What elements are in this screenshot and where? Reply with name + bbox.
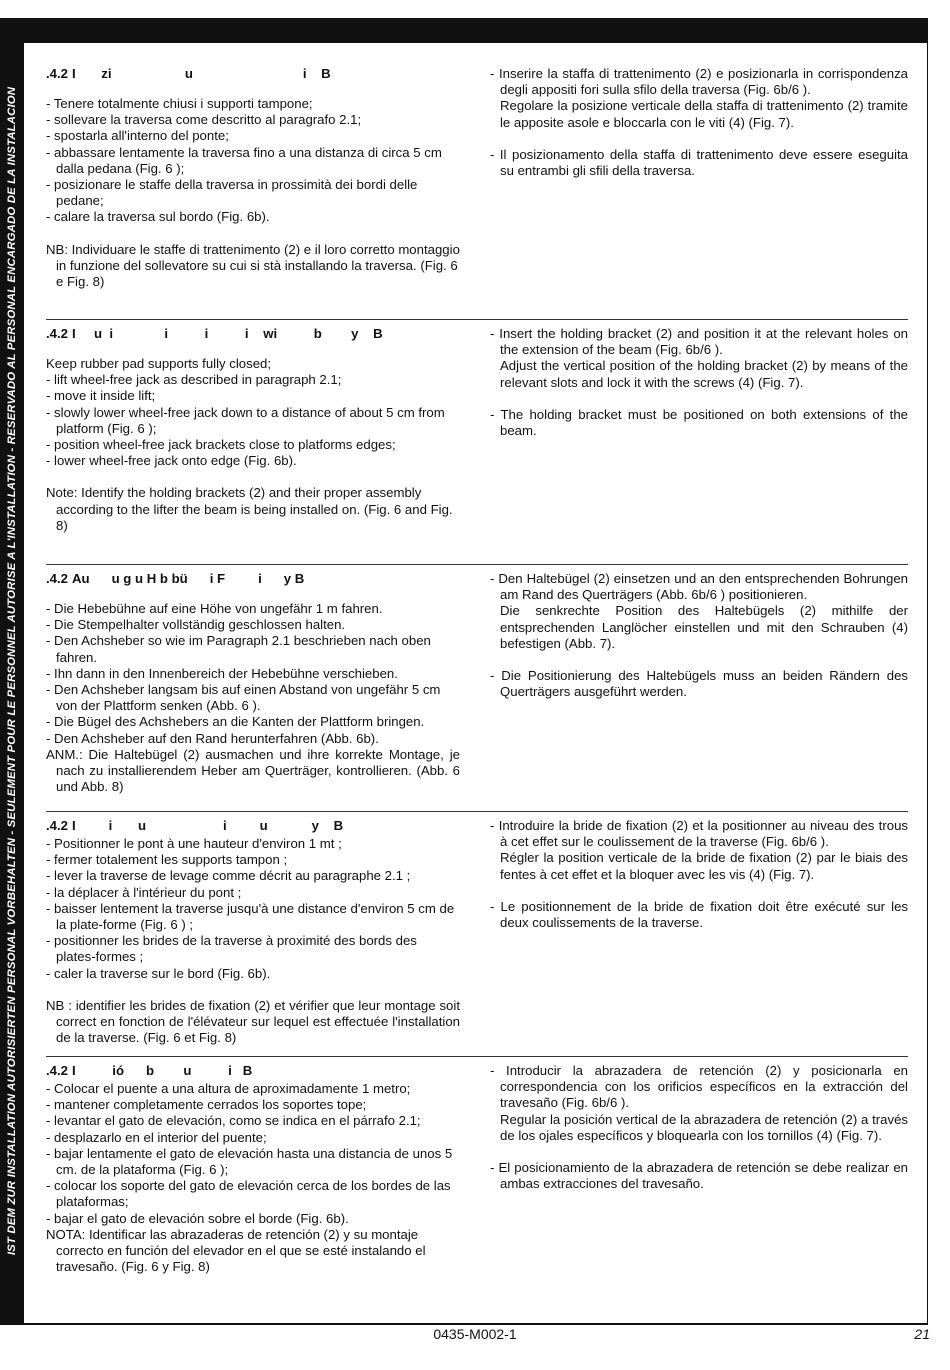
instruction-step: - calare la traversa sul bordo (Fig. 6b). xyxy=(46,209,270,225)
section-heading: .4.2 Au u g u H b bü i F i y B xyxy=(46,571,305,586)
instruction-step: - Den Achsheber langsam bis auf einen Abstand von ungefähr 5 cm von der Plattform senken (Abb. 6 ). xyxy=(46,682,441,714)
instruction-step: - Den Achsheber so wie im Paragraph 2.1 beschrieben nach oben fahren. xyxy=(46,633,431,665)
instruction-step: - Den Achsheber auf den Rand herunterfahren (Abb. 6b). xyxy=(46,730,379,746)
instruction-paragraph: Die senkrechte Position des Haltebügels (2) mithilfe der entsprechenden Langlöcher einstellen und mit den Schrauben (4) befestigen (Abb. 7). xyxy=(500,603,908,651)
section-left-column xyxy=(46,326,460,534)
instruction-paragraph: - Introducir la abrazadera de retención (2) y posicionarla en correspondencia con los orificios específicos en la extracción del travesaño (Fig. 6b/6 ). xyxy=(490,1063,908,1111)
section-italian xyxy=(46,60,908,315)
section-note: Note: Identify the holding brackets (2) and their proper assembly according to the lifter the beam is being installed on. (Fig. 6 and Fig. 8) xyxy=(46,485,453,533)
instruction-step: - lift wheel-free jack as described in paragraph 2.1; xyxy=(46,372,342,388)
instruction-step: - bajar lentamente el gato de elevación hasta una distancia de unos 5 cm. de la plataforma (Fig. 6 ); xyxy=(46,1145,453,1178)
page-number: 21 xyxy=(914,1326,930,1342)
instruction-step: - la déplacer à l'intérieur du pont ; xyxy=(46,884,242,900)
instruction-paragraph: Regular la posición vertical de la abrazadera de retención (2) a través de los ojales específicos y bloquearla con los tornillos (4) (Fig. 7). xyxy=(500,1111,908,1143)
instruction-paragraph: - Insert the holding bracket (2) and position it at the relevant holes on the extension of the beam (Fig. 6b/6 ). xyxy=(490,326,908,358)
right-border xyxy=(927,18,928,1325)
section-right-column xyxy=(490,571,908,700)
instruction-paragraph: - Il posizionamento della staffa di trattenimento deve essere eseguita su entrambi gli sfili della traversa. xyxy=(490,146,908,179)
section-left-column xyxy=(46,818,460,1046)
instruction-step: - positionner les brides de la traverse à proximité des bords des plates-formes ; xyxy=(46,933,417,965)
instruction-paragraph: - Die Positionierung des Haltebügels muss an beiden Rändern des Querträgers ausgeführt werden. xyxy=(490,668,908,700)
instruction-step: - desplazarlo en el interior del puente; xyxy=(46,1129,267,1145)
instruction-step: - abbassare lentamente la traversa fino a una distanza di circa 5 cm dalla pedana (Fig. 6 ); xyxy=(46,144,442,176)
instruction-step: - posizionare le staffe della traversa in prossimità dei bordi delle pedane; xyxy=(46,177,418,209)
instruction-step: - spostarla all'interno del ponte; xyxy=(46,128,229,144)
section-right-column xyxy=(490,66,908,179)
instruction-paragraph: - El posicionamiento de la abrazadera de retención se debe realizar en ambas extracciones del travesaño. xyxy=(490,1160,908,1192)
instruction-step: - Die Stempelhalter vollständig geschlossen halten. xyxy=(46,617,346,633)
section-right-column xyxy=(490,326,908,439)
instruction-step: - lower wheel-free jack onto edge (Fig. 6b). xyxy=(46,453,297,469)
section-note: NB: Individuare le staffe di trattenimento (2) e il loro corretto montaggio in funzione del sollevatore su cui si stà installando la traversa. (Fig. 6 e Fig. 8) xyxy=(46,241,460,290)
instruction-paragraph: Adjust the vertical position of the holding bracket (2) by means of the relevant slots and lock it with the screws (4) (Fig. 7). xyxy=(500,358,908,390)
instruction-step: Keep rubber pad supports fully closed; xyxy=(46,356,272,371)
instruction-step: - position wheel-free jack brackets close to platforms edges; xyxy=(46,437,396,453)
instruction-step: - caler la traverse sur le bord (Fig. 6b). xyxy=(46,965,271,981)
instruction-step: - Tenere totalmente chiusi i supporti tampone; xyxy=(46,96,313,111)
instruction-step: - colocar los soporte del gato de elevación cerca de los bordes de las plataformas; xyxy=(46,1178,451,1210)
section-left-column xyxy=(46,571,460,795)
instruction-step: - sollevare la traversa come descritto al paragrafo 2.1; xyxy=(46,112,362,128)
sidebar-notice: IST DEM ZUR INSTALLATION AUTORISIERTEN PERSONAL VORBEHALTEN - SEULEMENT POUR LE PERSONNEL AUTORISE A L'INSTALLATION - RESERVADO AL PERSONAL ENCARGADO DE LA INSTALACION xyxy=(6,86,18,1256)
instruction-paragraph: - Inserire la staffa di trattenimento (2) e posizionarla in corrispondenza degli appositi fori sulla sfilo della traversa (Fig. 6b/6 ). xyxy=(490,66,908,98)
section-english xyxy=(46,319,908,565)
instruction-step: - move it inside lift; xyxy=(46,388,156,404)
bottom-border xyxy=(24,1323,928,1325)
instruction-step: - Colocar el puente a una altura de aproximadamente 1 metro; xyxy=(46,1081,411,1096)
section-left-column xyxy=(46,66,460,290)
instruction-step: - levantar el gato de elevación, como se indica en el párrafo 2.1; xyxy=(46,1113,421,1129)
section-heading: .4.2 I u i i i i wi b y B xyxy=(46,326,383,341)
section-right-column xyxy=(490,818,908,931)
section-heading: .4.2 I zi u i B xyxy=(46,66,331,81)
instruction-step: - slowly lower wheel-free jack down to a distance of about 5 cm from platform (Fig. 6 ); xyxy=(46,404,445,436)
instruction-paragraph: - Introduire la bride de fixation (2) et la positionner au niveau des trous à cet effet sur le coulissement de la traverse (Fig. 6b/6 ). xyxy=(490,818,908,850)
instruction-step: - fermer totalement les supports tampon ; xyxy=(46,852,288,868)
instruction-step: - baisser lentement la traverse jusqu'à une distance d'environ 5 cm de la plate-forme (Fig. 6 ) ; xyxy=(46,900,455,933)
section-heading: .4.2 I i u i u y B xyxy=(46,818,344,833)
instruction-step: - Ihn dann in den Innenbereich der Hebebühne verschieben. xyxy=(46,665,398,681)
instruction-paragraph: Regolare la posizione verticale della staffa di trattenimento (2) tramite le apposite asole e bloccarla con le viti (4) (Fig. 7). xyxy=(500,98,908,130)
sidebar-band xyxy=(0,18,24,1325)
section-heading: .4.2 I ió b u i B xyxy=(46,1063,253,1078)
section-note: NB : identifier les brides de fixation (2) et vérifier que leur montage soit correct en fonction de l'élévateur sur lequel est effectuée l'installation de la traverse. (Fig. 6 et Fig. 8) xyxy=(46,997,460,1046)
header-bar xyxy=(24,18,928,43)
instruction-paragraph: Régler la position verticale de la bride de fixation (2) par le biais des fentes à cet effet et la bloquer avec les vis (4) (Fig. 7). xyxy=(500,850,908,882)
instruction-step: - Die Hebebühne auf eine Höhe von ungefähr 1 m fahren. xyxy=(46,601,383,616)
instruction-paragraph: - Den Haltebügel (2) einsetzen und an den entsprechenden Bohrungen am Rand des Querträgers (Abb. 6b/6 ) positionieren. xyxy=(490,571,908,603)
instruction-paragraph: - The holding bracket must be positioned on both extensions of the beam. xyxy=(490,406,908,439)
instruction-step: - Positionner le pont à une hauteur d'environ 1 mt ; xyxy=(46,836,342,851)
section-french xyxy=(46,811,908,1056)
document-code: 0435-M002-1 xyxy=(433,1326,517,1342)
section-note: ANM.: Die Haltebügel (2) ausmachen und ihre korrekte Montage, je nach zu installierendem Heber am Querträger, kontrollieren. (Abb. 6 und Abb. 8) xyxy=(46,746,460,795)
instruction-step: - lever la traverse de levage comme décrit au paragraphe 2.1 ; xyxy=(46,868,411,884)
section-left-column xyxy=(46,1063,460,1275)
instruction-step: - Die Bügel des Achshebers an die Kanten der Plattform bringen. xyxy=(46,714,425,730)
instruction-step: - bajar el gato de elevación sobre el borde (Fig. 6b). xyxy=(46,1210,349,1226)
instruction-paragraph: - Le positionnement de la bride de fixation doit être exécuté sur les deux coulissements de la traverse. xyxy=(490,898,908,931)
section-right-column xyxy=(490,1063,908,1192)
instruction-step: - mantener completamente cerrados los soportes tope; xyxy=(46,1097,367,1113)
section-german xyxy=(46,564,908,811)
section-note: NOTA: Identificar las abrazaderas de retención (2) y su montaje correcto en función del elevador en el que se esté instalando el travesaño. (Fig. 6 y Fig. 8) xyxy=(46,1226,426,1275)
section-spanish xyxy=(46,1056,908,1323)
